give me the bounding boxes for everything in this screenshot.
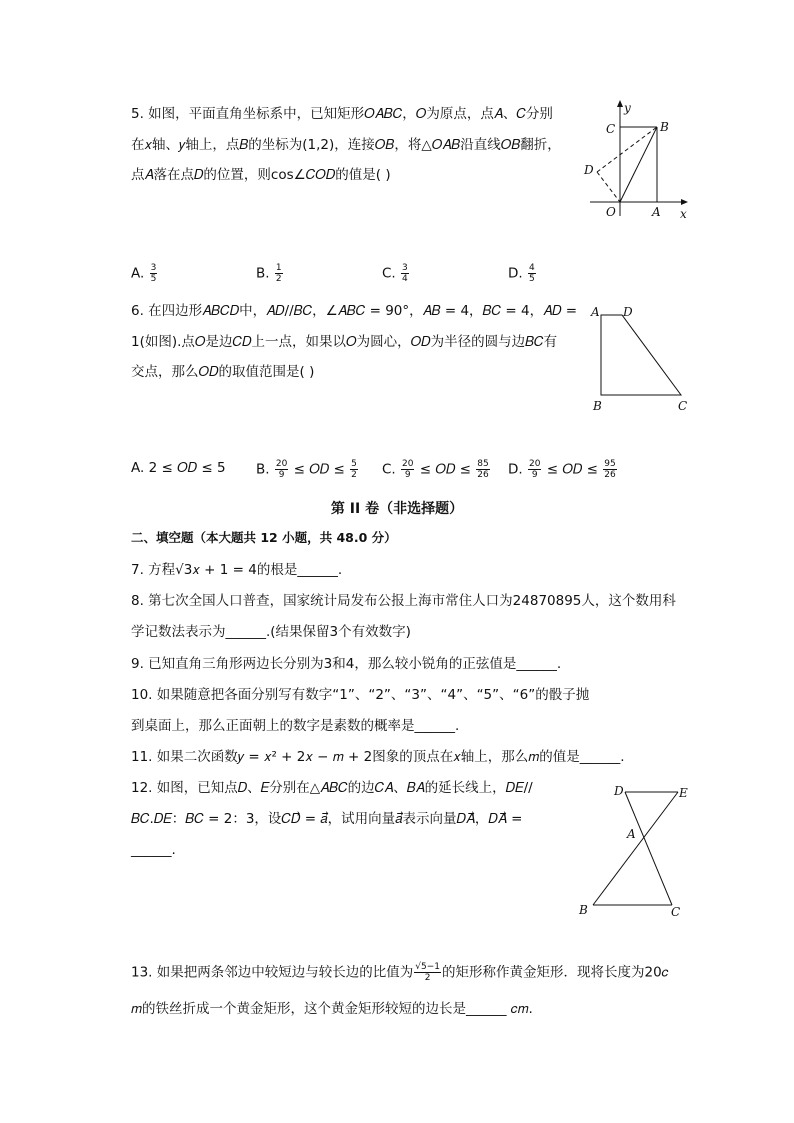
q6-option-c-den2: 26 xyxy=(477,470,489,480)
q5-label-x: x xyxy=(680,207,687,221)
q12-label-b: B xyxy=(579,903,588,917)
q7-line: 7. 方程√3𝑥 + 1 = 4的根是______. xyxy=(131,562,343,578)
q5-option-c xyxy=(382,263,410,284)
q6-option-d-den2: 26 xyxy=(604,470,616,480)
q5-label-a: A xyxy=(652,205,661,219)
q6-option-d-mid: ≤ 𝑂𝐷 ≤ xyxy=(542,461,603,478)
q6-label-b: B xyxy=(593,399,602,413)
q6-option-b-num1: 20 xyxy=(275,459,288,469)
q5-option-a-fraction xyxy=(150,263,158,284)
q6-label-a: A xyxy=(591,305,600,319)
q5-option-d xyxy=(508,263,537,284)
q5-option-b xyxy=(256,263,284,284)
section-title: 第 II 卷（非选择题） xyxy=(330,501,464,517)
q10-line-2: 到桌面上，那么正面朝上的数字是素数的概率是______. xyxy=(131,718,460,734)
q6-option-d xyxy=(508,459,618,480)
q6-label-c: C xyxy=(678,399,688,413)
q6-option-a: A. 2 ≤ 𝑂𝐷 ≤ 5 xyxy=(131,460,226,476)
q5-label-o: O xyxy=(606,205,616,219)
q6-option-c-label: C. xyxy=(382,461,396,478)
q6-option-c xyxy=(382,459,491,480)
q6-line-2: 1(如图).点𝑂是边𝐶𝐷上一点，如果以𝑂为圆心，𝑂𝐷为半径的圆与边𝐵𝐶有 xyxy=(131,334,558,350)
q5-line-1: 5. 如图，平面直角坐标系中，已知矩形𝑂𝐴𝐵𝐶，𝑂为原点，点𝐴、𝐶分别 xyxy=(131,106,553,122)
q12-label-a: A xyxy=(627,827,636,841)
q5-figure xyxy=(580,98,695,223)
q11-line: 11. 如果二次函数𝑦 = 𝑥² + 2𝑥 − 𝑚 + 2图象的顶点在𝑥轴上，那么𝑚的值是______. xyxy=(131,749,625,765)
q8-line-1: 8. 第七次全国人口普查，国家统计局发布公报上海市常住人口为24870895人，这个数用科 xyxy=(131,593,676,609)
q6-option-d-num2: 95 xyxy=(604,459,616,469)
q13-text-b: 的矩形称作黄金矩形．现将长度为20𝑐 xyxy=(442,964,669,981)
section-2-header: 二、填空题（本大题共 12 小题，共 48.0 分） xyxy=(131,530,397,545)
q5-option-d-den: 5 xyxy=(528,274,535,284)
q6-option-c-frac2 xyxy=(476,459,489,480)
q6-line-3: 交点，那么𝑂𝐷的取值范围是( ) xyxy=(131,364,315,380)
q6-option-b-frac2 xyxy=(350,459,358,480)
q13-line-1 xyxy=(131,962,669,983)
q13-line-2: 𝑚的铁丝折成一个黄金矩形，这个黄金矩形较短的边长是______ 𝑐𝑚. xyxy=(131,1001,533,1017)
q6-option-b-num2: 5 xyxy=(351,459,357,469)
q5-line-3: 点𝐴落在点𝐷的位置，则cos∠𝐶𝑂𝐷的值是( ) xyxy=(131,167,391,183)
q5-line-2: 在𝑥轴、𝑦轴上，点𝐵的坐标为(1,2)，连接𝑂𝐵，将△𝑂𝐴𝐵沿直线𝑂𝐵翻折， xyxy=(131,137,561,153)
q5-option-b-label: B. xyxy=(256,265,270,282)
q6-option-d-den1: 9 xyxy=(531,470,538,480)
q5-option-c-fraction xyxy=(401,263,409,284)
q5-option-c-num: 3 xyxy=(402,263,408,273)
q5-option-d-fraction xyxy=(528,263,536,284)
q5-option-a-label: A. xyxy=(131,265,145,282)
q6-option-b-den2: 2 xyxy=(351,470,357,480)
q5-option-a xyxy=(131,263,158,284)
q5-label-c: C xyxy=(606,122,616,136)
q12-label-d: D xyxy=(614,784,624,798)
q5-option-a-num: 3 xyxy=(150,263,157,273)
q5-option-c-den: 4 xyxy=(402,274,408,284)
q6-option-d-label: D. xyxy=(508,461,523,478)
q6-option-b-mid: ≤ 𝑂𝐷 ≤ xyxy=(289,461,350,478)
q5-option-b-fraction xyxy=(275,263,283,284)
q12-line-1: 12. 如图，已知点𝐷、𝐸分别在△𝐴𝐵𝐶的边𝐶𝐴、𝐵𝐴的延长线上，𝐷𝐸// xyxy=(131,780,533,796)
q13-fraction-num: √5−1 xyxy=(415,962,440,972)
q13-fraction xyxy=(414,962,441,983)
q6-option-b-den1: 9 xyxy=(278,470,285,480)
q10-line-1: 10. 如果随意把各面分别写有数字“1”、“2”、“3”、“4”、“5”、“6”的骰子抛 xyxy=(131,687,590,703)
q6-option-b-label: B. xyxy=(256,461,270,478)
q12-label-c: C xyxy=(671,905,681,919)
q5-option-c-label: C. xyxy=(382,265,396,282)
q12-line-2: 𝐵𝐶.𝐷𝐸：𝐵𝐶 = 2：3，设𝐶𝐷⃗ = 𝑎⃗，试用向量𝑎⃗表示向量𝐷𝐴⃗，𝐷𝐴⃗ = xyxy=(131,811,523,827)
q6-option-c-mid: ≤ 𝑂𝐷 ≤ xyxy=(415,461,476,478)
q6-option-d-num1: 20 xyxy=(528,459,541,469)
q13-text-a: 13. 如果把两条邻边中较短边与较长边的比值为 xyxy=(131,964,414,981)
q6-option-d-frac2 xyxy=(603,459,616,480)
q5-option-b-num: 1 xyxy=(275,263,282,273)
q6-option-c-num2: 85 xyxy=(477,459,489,469)
q9-line: 9. 已知直角三角形两边长分别为3和4，那么较小锐角的正弦值是______. xyxy=(131,656,562,672)
q6-option-c-frac1 xyxy=(401,459,414,480)
q5-label-b: B xyxy=(660,120,669,134)
q6-option-c-den1: 9 xyxy=(404,470,411,480)
q6-option-b-frac1 xyxy=(275,459,288,480)
q8-line-2: 学记数法表示为______.(结果保留3个有效数字) xyxy=(131,624,411,640)
q5-label-d: D xyxy=(584,163,594,177)
q12-label-e: E xyxy=(679,786,688,800)
q6-option-d-frac1 xyxy=(528,459,541,480)
q6-line-1: 6. 在四边形𝐴𝐵𝐶𝐷中，𝐴𝐷//𝐵𝐶，∠𝐴𝐵𝐶 = 90°，𝐴𝐵 = 4，𝐵𝐶 = 4，𝐴𝐷 = xyxy=(131,303,578,319)
q6-label-d: D xyxy=(623,305,633,319)
q12-figure xyxy=(575,780,695,920)
q5-option-d-num: 4 xyxy=(528,263,535,273)
q13-fraction-den: 2 xyxy=(424,973,431,983)
q6-figure xyxy=(585,300,695,418)
q5-option-b-den: 2 xyxy=(275,274,282,284)
q5-label-y: y xyxy=(624,101,631,115)
q5-option-a-den: 5 xyxy=(150,274,157,284)
q6-option-c-num1: 20 xyxy=(402,459,414,469)
q5-option-d-label: D. xyxy=(508,265,523,282)
q6-option-b xyxy=(256,459,359,480)
q12-line-3: ______. xyxy=(131,842,176,858)
